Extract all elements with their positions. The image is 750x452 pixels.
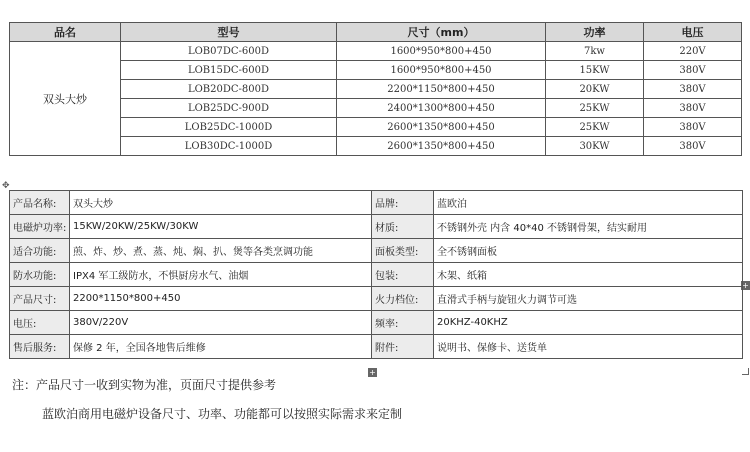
- param-value: 不锈钢外壳 内含 40*40 不锈钢骨架，结实耐用: [434, 215, 743, 239]
- power-cell: 20KW: [546, 80, 644, 99]
- spec-header-row: [10, 23, 742, 42]
- size-cell: 2600*1350*800+450: [337, 118, 546, 137]
- param-label: 材质:: [372, 215, 434, 239]
- power-cell: 25KW: [546, 118, 644, 137]
- size-cell: 2600*1350*800+450: [337, 137, 546, 156]
- header-model: 型号: [121, 23, 337, 42]
- table-row: [10, 287, 743, 311]
- voltage-cell: 380V: [644, 61, 742, 80]
- model-cell: LOB25DC-900D: [121, 99, 337, 118]
- param-label: 产品名称:: [10, 191, 70, 215]
- size-cell: 1600*950*800+450: [337, 42, 546, 61]
- param-value: 15KW/20KW/25KW/30KW: [70, 215, 372, 239]
- model-cell: LOB30DC-1000D: [121, 137, 337, 156]
- table-row: [10, 263, 743, 287]
- table-row: [10, 42, 742, 61]
- param-value: 煎、炸、炒、煮、蒸、炖、焖、扒、煲等各类烹调功能: [70, 239, 372, 263]
- table-row: [10, 311, 743, 335]
- param-value: 2200*1150*800+450: [70, 287, 372, 311]
- param-label: 频率:: [372, 311, 434, 335]
- customization-note: 蓝欧泊商用电磁炉设备尺寸、功率、功能都可以按照实际需求来定制: [42, 407, 403, 421]
- param-value: 木架、纸箱: [434, 263, 743, 287]
- table-row: [10, 239, 743, 263]
- param-label: 面板类型:: [372, 239, 434, 263]
- param-value: 蓝欧泊: [434, 191, 743, 215]
- plus-icon[interactable]: +: [742, 281, 749, 290]
- param-label: 品牌:: [372, 191, 434, 215]
- table-row: [10, 191, 743, 215]
- param-value: 双头大炒: [70, 191, 372, 215]
- plus-icon[interactable]: +: [369, 368, 376, 377]
- model-cell: LOB15DC-600D: [121, 61, 337, 80]
- size-cell: 1600*950*800+450: [337, 61, 546, 80]
- param-label: 售后服务:: [10, 335, 70, 359]
- param-value: 380V/220V: [70, 311, 372, 335]
- model-cell: LOB25DC-1000D: [121, 118, 337, 137]
- model-cell: LOB07DC-600D: [121, 42, 337, 61]
- spec-table: [9, 22, 742, 156]
- param-value: 全不锈钢面板: [434, 239, 743, 263]
- param-label: 适合功能:: [10, 239, 70, 263]
- param-label: 产品尺寸:: [10, 287, 70, 311]
- resize-corner-icon[interactable]: [742, 368, 749, 375]
- param-label: 火力档位:: [372, 287, 434, 311]
- param-value: 直滑式手柄与旋钮火力调节可选: [434, 287, 743, 311]
- header-power: 功率: [546, 23, 644, 42]
- table-row: [10, 335, 743, 359]
- voltage-cell: 380V: [644, 137, 742, 156]
- param-table: [9, 190, 743, 359]
- product-name-cell: 双头大炒: [10, 42, 121, 156]
- param-value: 说明书、保修卡、送货单: [434, 335, 743, 359]
- param-label: 电压:: [10, 311, 70, 335]
- voltage-cell: 220V: [644, 42, 742, 61]
- param-value: IPX4 军工级防水，不惧厨房水气、油烟: [70, 263, 372, 287]
- table-row: [10, 215, 743, 239]
- model-cell: LOB20DC-800D: [121, 80, 337, 99]
- param-label: 附件:: [372, 335, 434, 359]
- header-voltage: 电压: [644, 23, 742, 42]
- size-note: 注：产品尺寸一收到实物为准，页面尺寸提供参考: [12, 378, 277, 392]
- voltage-cell: 380V: [644, 80, 742, 99]
- size-cell: 2400*1300*800+450: [337, 99, 546, 118]
- param-label: 包装:: [372, 263, 434, 287]
- param-label: 电磁炉功率:: [10, 215, 70, 239]
- move-icon[interactable]: ✥: [2, 181, 10, 191]
- header-product-name: 品名: [10, 23, 121, 42]
- power-cell: 30KW: [546, 137, 644, 156]
- param-value: 20KHZ-40KHZ: [434, 311, 743, 335]
- power-cell: 25KW: [546, 99, 644, 118]
- voltage-cell: 380V: [644, 99, 742, 118]
- param-value: 保修 2 年，全国各地售后维修: [70, 335, 372, 359]
- power-cell: 7kw: [546, 42, 644, 61]
- param-label: 防水功能:: [10, 263, 70, 287]
- voltage-cell: 380V: [644, 118, 742, 137]
- size-cell: 2200*1150*800+450: [337, 80, 546, 99]
- power-cell: 15KW: [546, 61, 644, 80]
- header-size: 尺寸（mm）: [337, 23, 546, 42]
